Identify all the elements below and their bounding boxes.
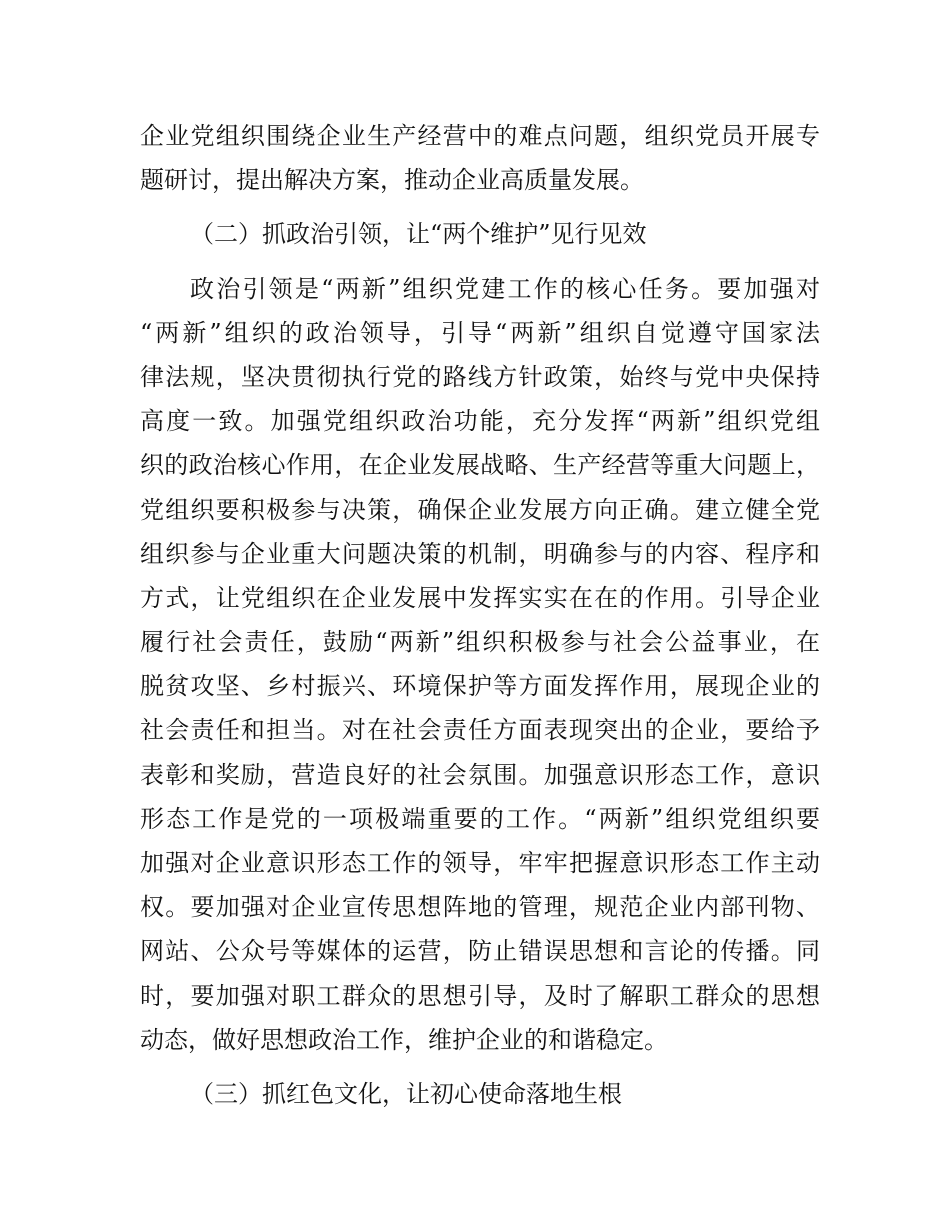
- section-heading-3: [140, 1072, 820, 1116]
- text-line: 脱贫攻坚、乡村振兴、环境保护等方面发挥作用，展现企业的: [140, 672, 820, 701]
- text-line: 表彰和奖励，营造良好的社会氛围。加强意识形态工作，意识: [140, 760, 820, 789]
- heading-text: （三）抓红色文化，让初心使命落地生根: [190, 1079, 622, 1108]
- text-line: 动态，做好思想政治工作，维护企业的和谐稳定。: [140, 1025, 668, 1054]
- text-line: 律法规，坚决贯彻执行党的路线方针政策，始终与党中央保持: [140, 362, 820, 391]
- text-line: 权。要加强对企业宣传思想阵地的管理，规范企业内部刊物、: [140, 893, 820, 922]
- text-line: 组织参与企业重大问题决策的机制，明确参与的内容、程序和: [140, 539, 820, 568]
- text-line: 企业党组织围绕企业生产经营中的难点问题，组织党员开展专: [140, 122, 820, 150]
- text-line: 题研讨，提出解决方案，推动企业高质量发展。: [140, 166, 644, 195]
- text-line: 方式，让党组织在企业发展中发挥实实在在的作用。引导企业: [140, 583, 820, 612]
- text-line: 高度一致。加强党组织政治功能，充分发挥“两新”组织党组: [140, 407, 820, 436]
- text-line: 网站、公众号等媒体的运营，防止错误思想和言论的传播。同: [140, 937, 820, 966]
- section-heading-2: [140, 212, 820, 256]
- paragraph-continuation: [140, 114, 820, 202]
- text-line: 党组织要积极参与决策，确保企业发展方向正确。建立健全党: [140, 495, 820, 524]
- heading-text: （二）抓政治引领，让“两个维护”见行见效: [190, 220, 647, 249]
- text-line: 时，要加强对职工群众的思想引导，及时了解职工群众的思想: [140, 981, 820, 1010]
- text-line: 加强对企业意识形态工作的领导，牢牢把握意识形态工作主动: [140, 849, 820, 877]
- text-line: 政治引领是“两新”组织党建工作的核心任务。要加强对: [190, 274, 820, 303]
- text-line: 织的政治核心作用，在企业发展战略、生产经营等重大问题上，: [140, 451, 820, 480]
- text-line: 形态工作是党的一项极端重要的工作。“两新”组织党组织要: [140, 804, 820, 833]
- text-line: “两新”组织的政治领导，引导“两新”组织自觉遵守国家法: [140, 318, 820, 347]
- text-line: 社会责任和担当。对在社会责任方面表现突出的企业，要给予: [140, 716, 820, 745]
- paragraph-political-leadership: [140, 267, 820, 1062]
- text-line: 履行社会责任，鼓励“两新”组织积极参与社会公益事业，在: [140, 628, 820, 657]
- document-body: [140, 114, 820, 1116]
